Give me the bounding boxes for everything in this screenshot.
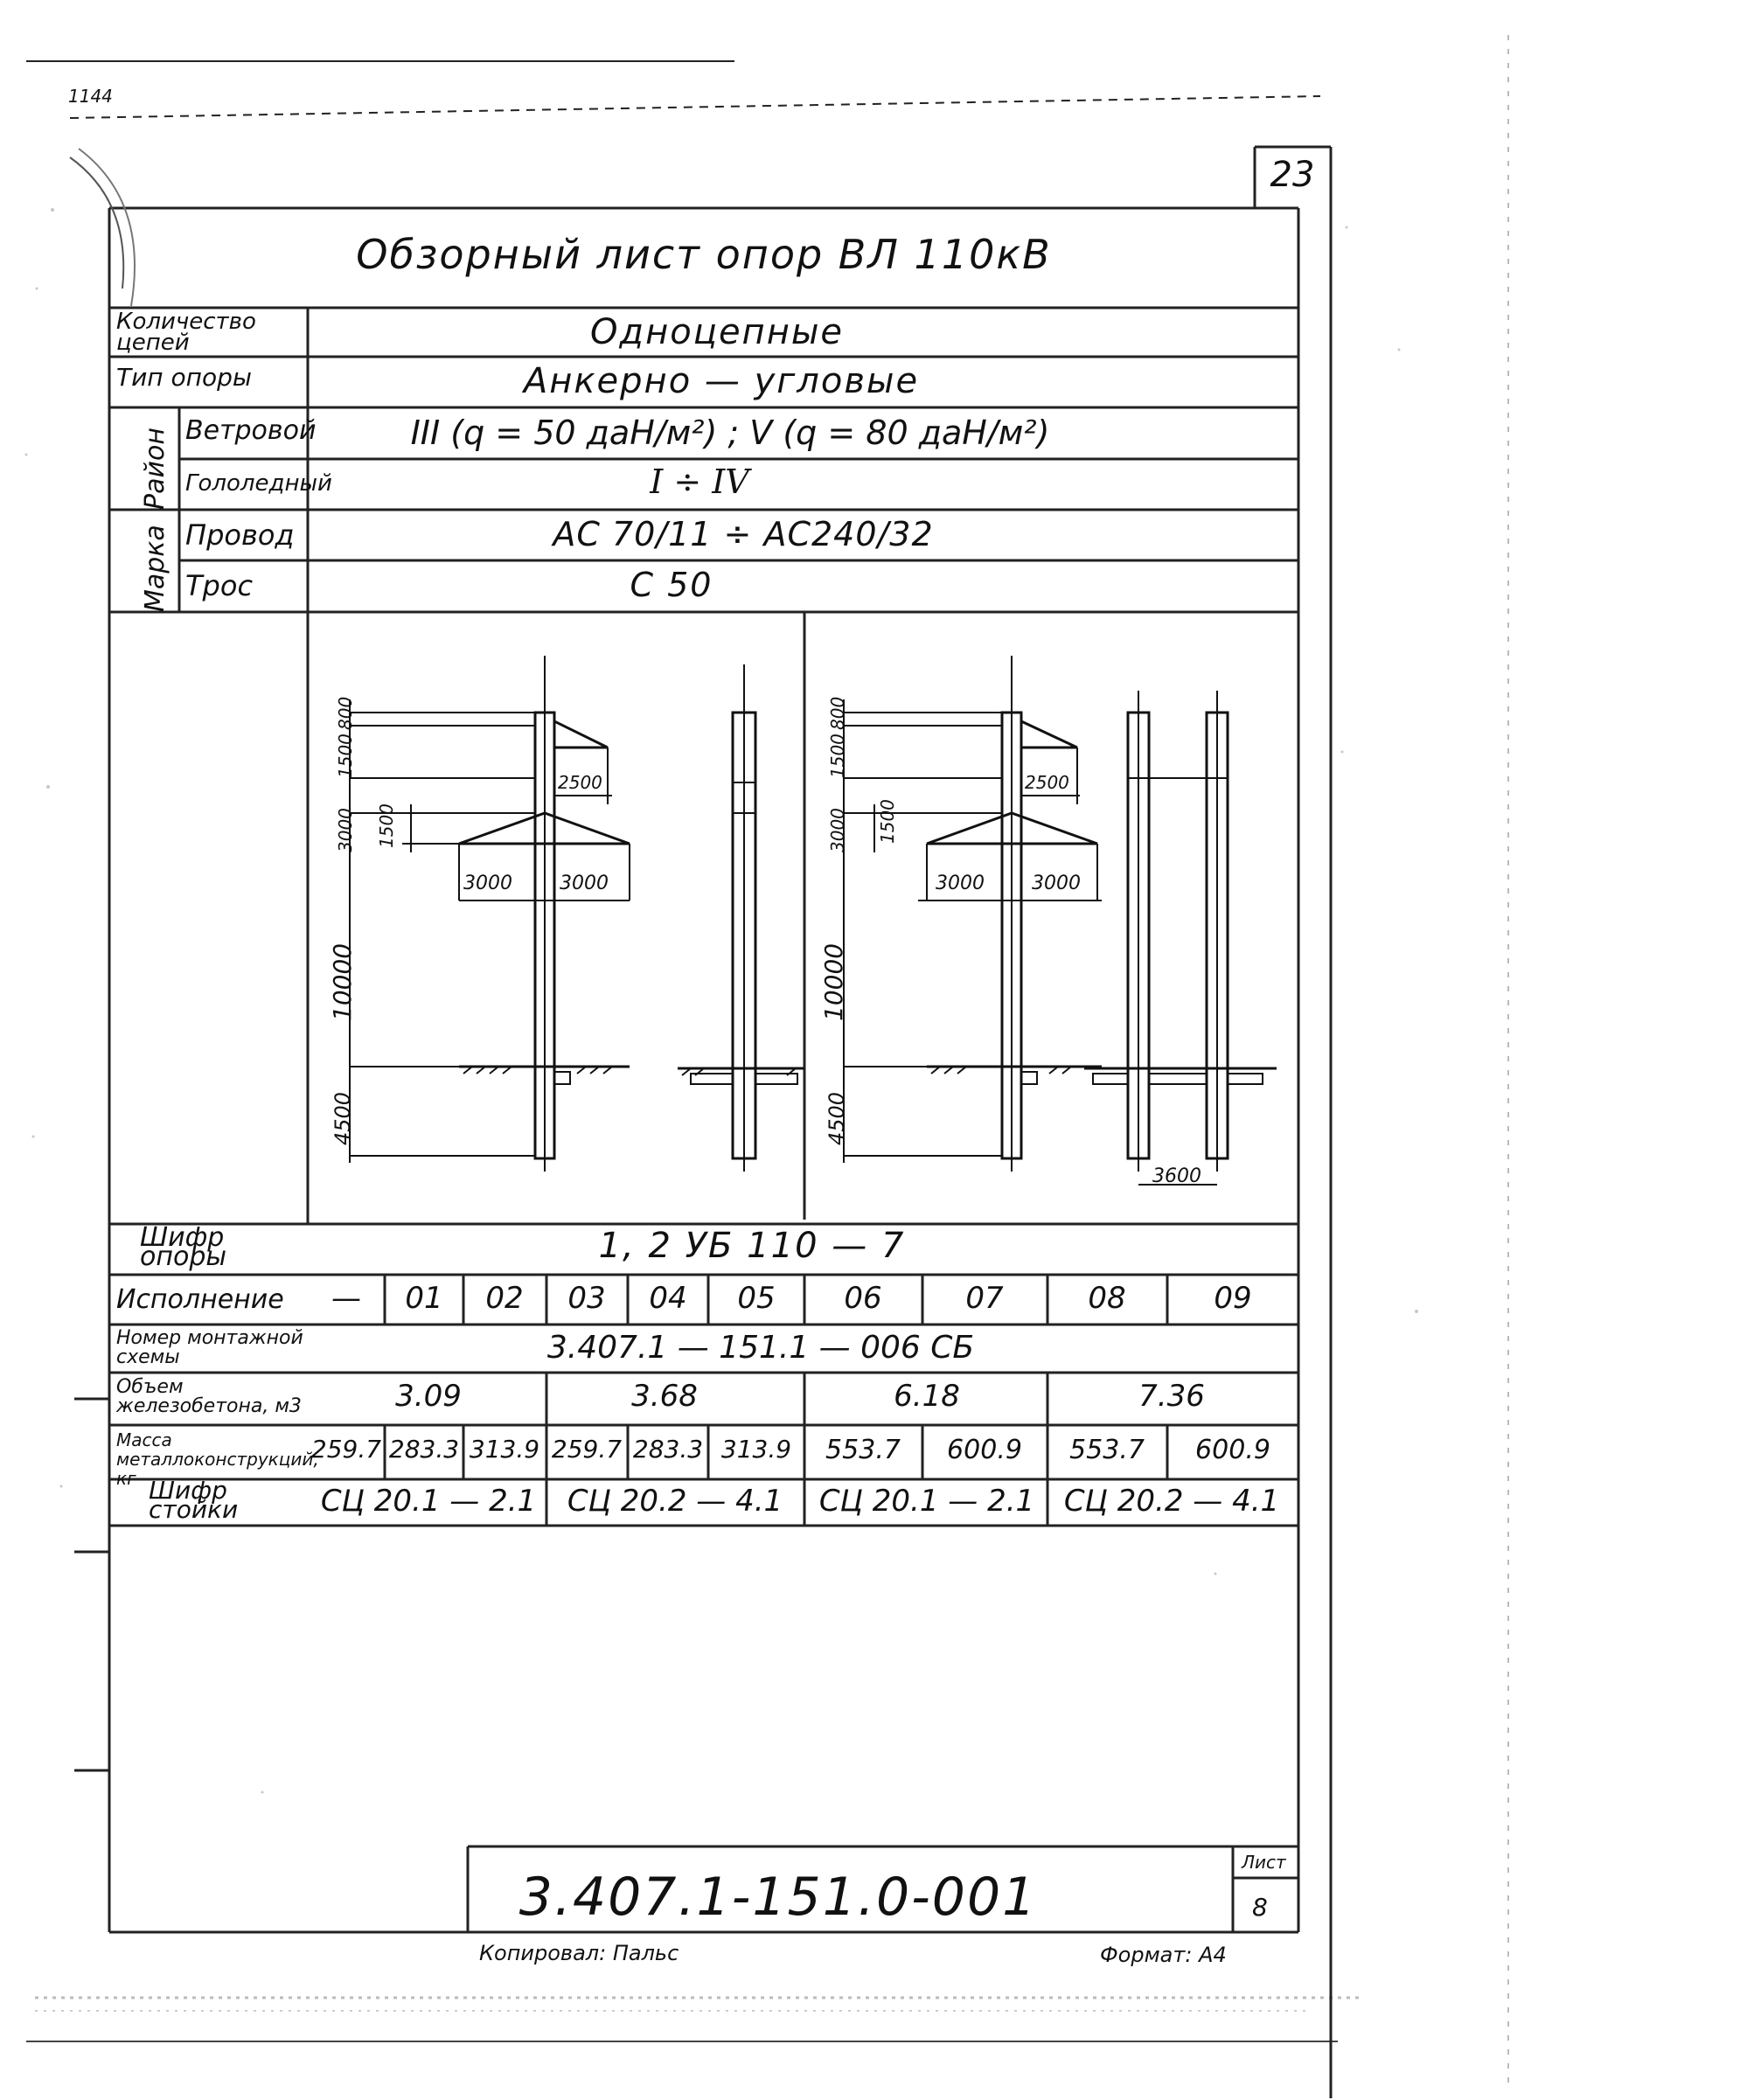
post-2: СЦ 20.1 — 2.1 [818,1484,1035,1519]
version-label: Исполнение [116,1284,284,1315]
post-0: СЦ 20.1 — 2.1 [320,1484,537,1519]
cipher-label: Шифр опоры [140,1222,227,1272]
dim-arm-top-left: 2500 [558,772,602,793]
dim-arm-left-left: 3000 [463,873,512,894]
cipher-value: 1, 2 УБ 110 — 7 [598,1226,906,1266]
dim-arm-left-right: 3000 [936,873,985,894]
dim-spacing: 3600 [1152,1165,1201,1187]
type-label: Тип опоры [116,363,252,392]
doc-code: 3.407.1-151.0-001 [519,1867,1038,1928]
version-0: — [331,1281,361,1316]
version-6: 06 [844,1281,882,1316]
version-5: 05 [737,1281,776,1316]
dim-middle-right: 3000 [827,808,848,852]
volume-3: 7.36 [1138,1379,1205,1414]
format-label: Формат: А4 [1100,1943,1227,1967]
mass-7: 600.9 [947,1435,1022,1465]
dim-arm-top-right: 2500 [1025,772,1069,793]
region-label: Район [140,428,171,510]
copied-by: Копировал: Пальс [479,1941,679,1965]
dim-upper-left: 1500 [335,734,356,778]
volume-1: 3.68 [631,1379,698,1414]
scheme-value: 3.407.1 — 151.1 — 006 СБ [546,1330,975,1366]
volume-label: Объем железобетона, м3 [116,1376,302,1417]
dim-foundation-left: 4500 [331,1091,355,1145]
page-title: Обзорный лист опор ВЛ 110кВ [356,231,1052,278]
wire-label: Провод [185,518,295,552]
mass-5: 313.9 [720,1435,792,1464]
page-number: 23 [1270,155,1315,195]
corner-note: 1144 [68,86,113,107]
version-9: 09 [1214,1281,1252,1316]
mass-6: 553.7 [825,1435,901,1465]
ice-label: Гололедный [185,470,332,497]
dim-cross-left: 1500 [376,803,397,848]
mass-label: Масса металлоконструкций, кг [116,1429,319,1489]
version-1: 01 [405,1281,443,1316]
version-4: 04 [649,1281,687,1316]
dim-foundation-right: 4500 [825,1091,849,1145]
volume-2: 6.18 [894,1379,960,1414]
dim-top-left: 800 [335,696,356,730]
brand-label: Марка [140,525,171,612]
post-1: СЦ 20.2 — 4.1 [567,1484,783,1519]
cable-value: С 50 [630,566,713,604]
mass-3: 259.7 [551,1435,623,1464]
mass-0: 259.7 [310,1435,382,1464]
dim-height-left: 10000 [328,942,357,1021]
cable-label: Трос [185,569,254,602]
scheme-label: Номер монтажной схемы [116,1327,303,1368]
post-label: Шифр стойки [149,1476,239,1524]
version-7: 07 [965,1281,1004,1316]
sheet-number: 8 [1252,1893,1268,1922]
dim-arm-right-left: 3000 [560,873,609,894]
wind-label: Ветровой [185,415,317,446]
volume-0: 3.09 [395,1379,462,1414]
ice-value: I ÷ IV [650,462,749,501]
dim-arm-right-right: 3000 [1032,873,1081,894]
dim-top-right: 800 [827,696,848,730]
post-3: СЦ 20.2 — 4.1 [1063,1484,1280,1519]
wire-value: АС 70/11 ÷ АС240/32 [553,515,934,553]
mass-9: 600.9 [1195,1435,1270,1465]
dim-height-right: 10000 [819,942,848,1021]
wind-value: III (q = 50 даН/м²) ; V (q = 80 даН/м²) [410,414,1050,452]
version-8: 08 [1088,1281,1126,1316]
circuits-label: Количество цепей [116,309,256,356]
mass-2: 313.9 [469,1435,540,1464]
type-value: Анкерно — угловые [523,361,920,401]
version-3: 03 [567,1281,606,1316]
mass-4: 283.3 [632,1435,704,1464]
sheet-label: Лист [1242,1852,1286,1873]
circuits-value: Одноцепные [589,312,845,352]
dim-upper-right: 1500 [827,734,848,778]
dim-cross-right: 1500 [877,799,898,844]
version-2: 02 [485,1281,524,1316]
dim-middle-left: 3000 [335,808,356,852]
mass-8: 553.7 [1069,1435,1145,1465]
mass-1: 283.3 [388,1435,460,1464]
